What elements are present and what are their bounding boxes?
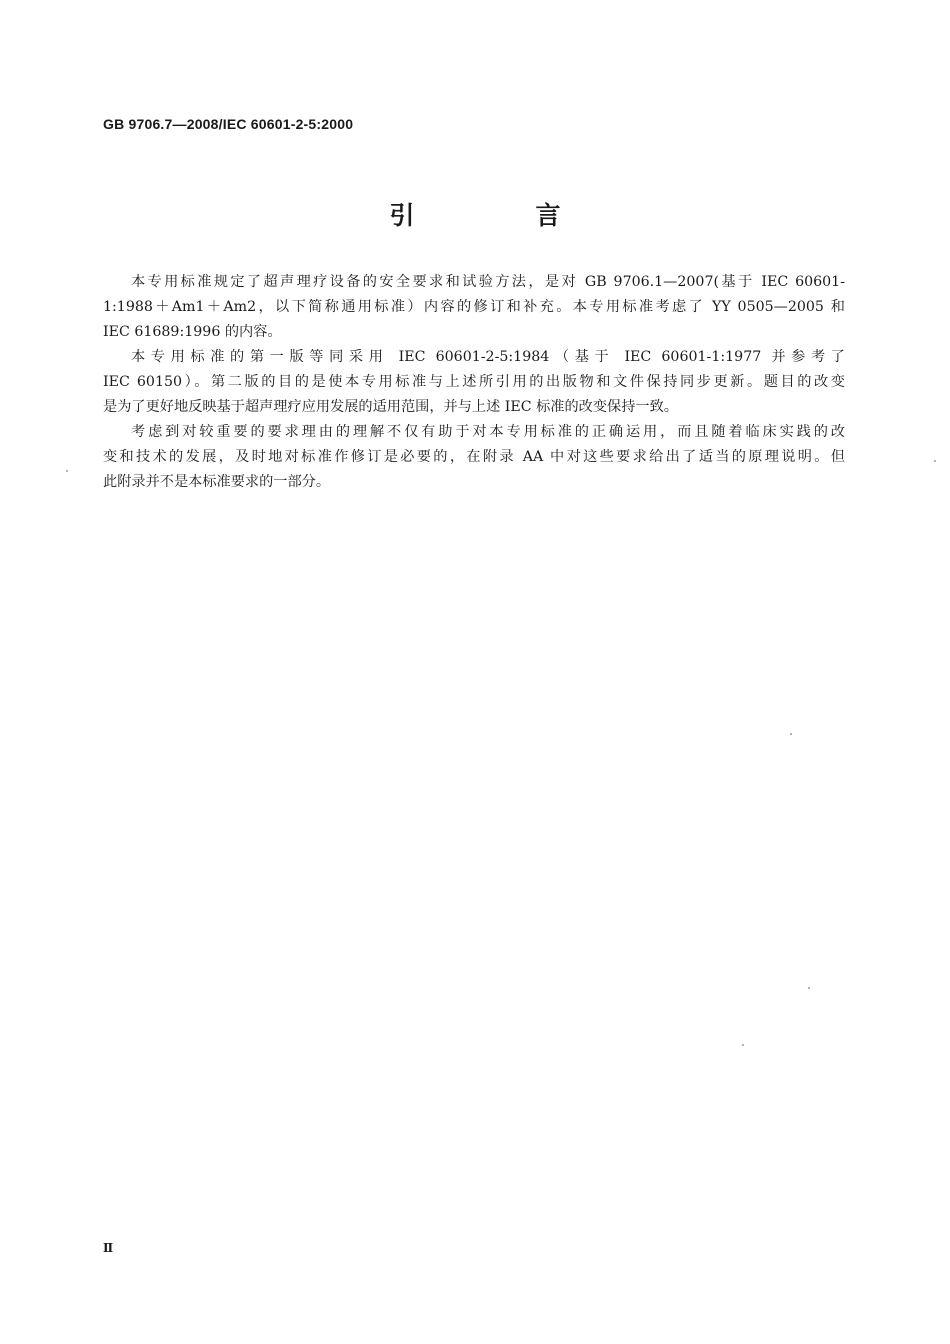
paragraph-line: 本专用标准的第一版等同采用 IEC 60601-2-5:1984（基于 IEC 60601-1:1977 并参考了 xyxy=(131,349,845,365)
paragraph-rationale xyxy=(103,420,845,495)
scan-speck xyxy=(934,460,936,462)
paragraph-line: 此附录并不是本标准要求的一部分。 xyxy=(103,474,331,490)
paragraph-edition-history xyxy=(103,345,845,420)
paragraph-line: IEC 60150）。第二版的目的是使本专用标准与上述所引用的出版物和文件保持同步更新。题目的改变 xyxy=(103,374,845,390)
scan-speck xyxy=(808,987,810,989)
paragraph-line: IEC 61689:1996 的内容。 xyxy=(103,324,282,340)
scan-speck xyxy=(742,1044,744,1046)
body-text xyxy=(103,270,845,495)
paragraph-line: 变和技术的发展，及时地对标准作修订是必要的，在附录 AA 中对这些要求给出了适当的原理说明。但 xyxy=(103,449,845,465)
paragraph-scope xyxy=(103,270,845,345)
paragraph-line: 是为了更好地反映基于超声理疗应用发展的适用范围，并与上述 IEC 标准的改变保持一致。 xyxy=(103,399,678,415)
scan-speck xyxy=(790,733,792,735)
section-title: 引 言 xyxy=(389,201,609,230)
paragraph-line: 1:1988＋Am1＋Am2，以下简称通用标准）内容的修订和补充。本专用标准考虑了 YY 0505—2005 和 xyxy=(103,299,845,315)
scan-speck xyxy=(66,470,68,472)
paragraph-line: 本专用标准规定了超声理疗设备的安全要求和试验方法，是对 GB 9706.1—2007(基于 IEC 60601- xyxy=(131,274,845,290)
paragraph-line: 考虑到对较重要的要求理由的理解不仅有助于对本专用标准的正确运用，而且随着临床实践的改 xyxy=(131,424,845,440)
standard-number-header: GB 9706.7—2008/IEC 60601-2-5:2000 xyxy=(103,116,354,132)
page-number: Ⅱ xyxy=(103,1241,114,1255)
